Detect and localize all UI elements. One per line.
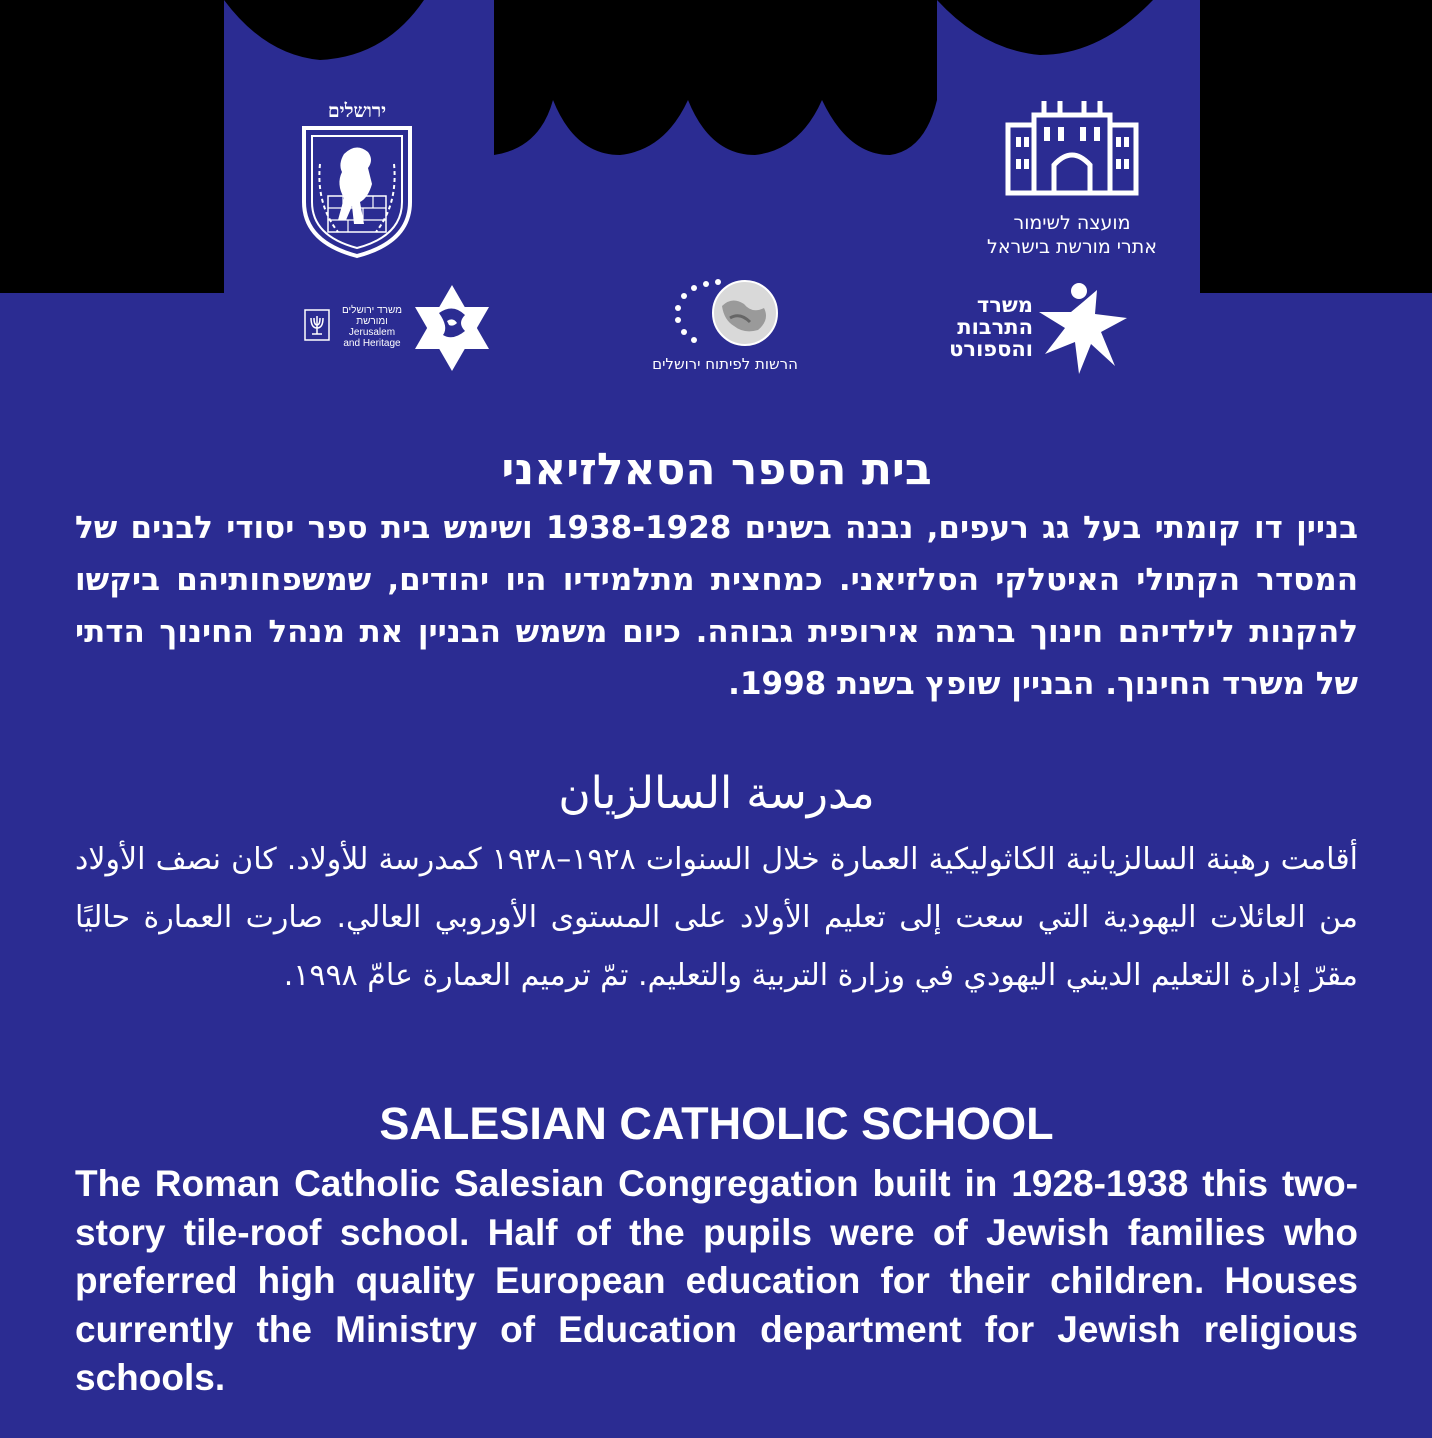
development-authority-label: הרשות לפיתוח ירושלים [652,355,798,373]
culture-ministry-label-2: התרבות [957,315,1033,339]
arabic-title: مدرسة السالزيان [558,768,875,819]
ministry-label-1: משרד ירושלים [341,305,403,316]
menorah-star-icon [413,283,491,373]
jerusalem-emblem [298,100,416,260]
heritage-council-label-2: אתרי מורשת בישראל [987,236,1157,258]
jerusalem-lion-shield-icon [298,124,416,260]
ministry-label-3: and Heritage [343,338,401,349]
dots-globe-icon [660,278,790,348]
star-figure-icon [1035,282,1131,377]
heritage-council-logo [972,95,1172,259]
heritage-building-icon [1002,95,1142,197]
culture-sport-ministry-logo [949,282,1135,377]
english-title: SALESIAN CATHOLIC SCHOOL [379,1098,1054,1149]
english-body: The Roman Catholic Salesian Congregation built in 1928-1938 this two-story tile-roof school. Half of the pupils were of Jewish families who preferred high quality European education for their children. Houses currently the Ministry of Education department for Jewish religious schools. [75,1163,1358,1398]
heritage-council-label-1: מועצה לשימור [1013,212,1131,234]
hebrew-body: בניין דו קומתי בעל גג רעפים, נבנה בשנים 1938-1928 ושימש בית ספר יסודי לבנים של המסדר הקתולי האיטלקי הסלזיאני. כמחצית מתלמידיו היו יהודים, שמשפחותיהם ביקשו להקנות לילדיהם חינוך ברמה אירופית גבוהה. כיום משמש הבניין את מנהל החינוך הדתי של משרד החינוך. הבניין שופץ בשנת 1998. [75,510,1358,702]
hebrew-title: בית הספר הסאלזיאני [501,444,932,495]
jerusalem-emblem-label: ירושלים [327,100,387,122]
jerusalem-heritage-ministry-logo [303,283,493,373]
arabic-body: أقامت رهبنة السالزيانية الكاثوليكية العمارة خلال السنوات ١٩٢٨–١٩٣٨ كمدرسة للأولاد. كان نصف الأولاد من العائلات اليهودية التي سعت إلى تعليم الأولاد على المستوى الأوروبي العالي. صارت العمارة حاليًا مقرّ إدارة التعليم الديني اليهودي في وزارة التربية والتعليم. تمّ ترميم العمارة عامّ ١٩٩٨. [75,842,1358,993]
culture-ministry-label-1: משרד [976,293,1033,317]
menorah-emblem-icon [303,308,331,342]
jerusalem-development-authority-logo [630,278,820,374]
ministry-label-2: ומורשת Jerusalem [348,316,396,338]
culture-ministry-label-3: והספורט [949,337,1033,361]
